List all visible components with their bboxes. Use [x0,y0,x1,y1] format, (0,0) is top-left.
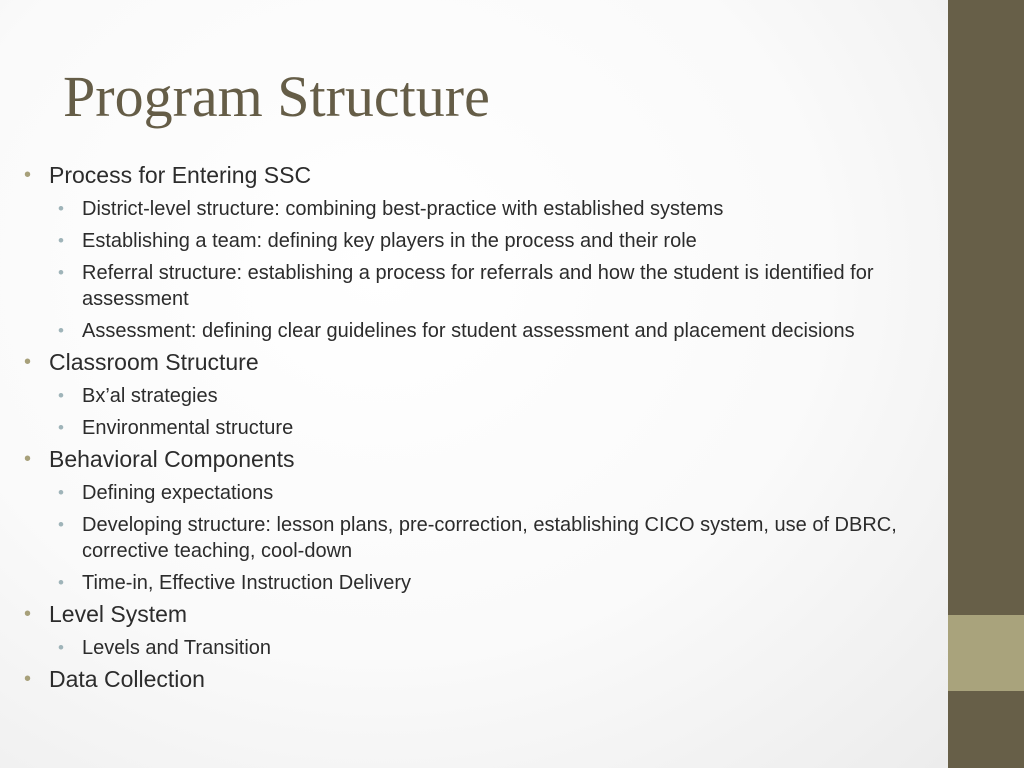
sub-bullet-item [24,635,954,661]
sub-bullet-item [24,415,954,441]
sub-bullet-item [24,196,954,222]
sub-bullet-text: Time-in, Effective Instruction Delivery [82,572,411,594]
sub-bullet-text: Referral structure: establishing a process for referrals and how the student is identified for assessment [82,262,874,310]
sub-bullet-marker: • [58,321,64,340]
bullet-marker: • [24,603,32,625]
bullet-marker: • [24,448,32,470]
side-accent-block [948,615,1024,691]
sub-bullet-marker: • [58,199,64,218]
sub-bullet-item [24,260,954,312]
bullet-item-level-system [24,599,954,629]
sub-bullet-item [24,318,954,344]
bullet-text: Data Collection [49,666,205,692]
slide-title: Program Structure [63,64,490,129]
sub-bullet-marker: • [58,386,64,405]
sub-bullet-text: Environmental structure [82,417,294,439]
bullet-marker: • [24,668,32,690]
bullet-text: Level System [49,601,188,627]
sub-bullet-text: Bx’al strategies [82,385,218,407]
bullet-item-data-collection [24,664,954,694]
sub-bullet-marker: • [58,573,64,592]
sub-bullet-item [24,228,954,254]
sub-bullet-marker: • [58,231,64,250]
bullet-text: Process for Entering SSC [49,162,312,188]
sub-bullet-marker: • [58,638,64,657]
bullet-marker: • [24,164,32,186]
sub-bullet-item [24,383,954,409]
sub-bullet-item [24,570,954,596]
bullet-text: Classroom Structure [49,349,259,375]
sub-bullet-marker: • [58,418,64,437]
bullet-list [24,160,954,694]
bullet-item-behavioral-components [24,444,954,474]
bullet-marker: • [24,351,32,373]
sub-bullet-text: Establishing a team: defining key players in the process and their role [82,230,697,252]
sub-bullet-text: Levels and Transition [82,637,272,659]
bullet-item-process-for-entering [24,160,954,190]
sub-bullet-text: Developing structure: lesson plans, pre-correction, establishing CICO system, use of DBRC, corrective teaching, cool-down [82,514,897,562]
sub-bullet-text: Assessment: defining clear guidelines for student assessment and placement decisions [82,320,855,342]
sub-bullet-item [24,512,954,564]
sub-bullet-marker: • [58,515,64,534]
bullet-item-classroom-structure [24,347,954,377]
sub-bullet-item [24,480,954,506]
sub-bullet-text: District-level structure: combining best-practice with established systems [82,198,724,220]
sub-bullet-marker: • [58,483,64,502]
sub-bullet-marker: • [58,263,64,282]
sub-bullet-text: Defining expectations [82,482,274,504]
bullet-text: Behavioral Components [49,446,295,472]
